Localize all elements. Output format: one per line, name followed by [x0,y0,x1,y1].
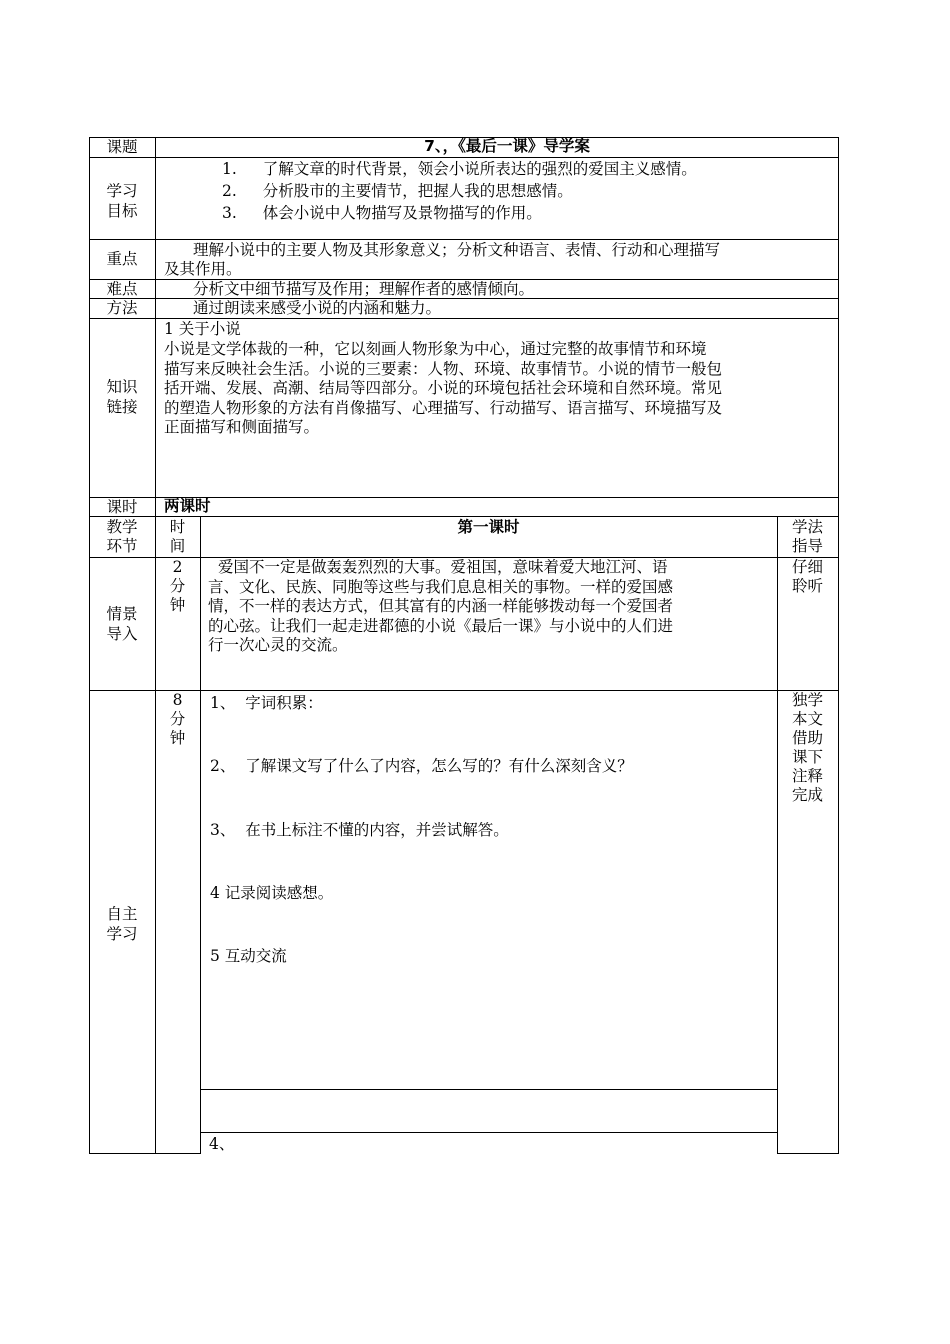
goals-label: 学习 目标 [106,182,138,220]
first-lesson-heading: 第一课时 [457,518,520,536]
goal-item-1: 1. 了解文章的时代背景，领会小说所表达的强烈的爱国主义感情。 [222,160,697,178]
intro-time: 2 分 钟 [169,558,186,614]
knowledge-line: 小说是文学体裁的一种，它以刻画人物形象为中心，通过完整的故事情节和环境 [164,340,707,358]
self-study-item: 4 记录阅读感想。 [210,884,334,902]
knowledge-body [164,340,834,438]
goal-item-2: 2. 分析股市的主要情节，把握人我的思想感情。 [222,182,573,200]
intro-line: 情，不一样的表达方式，但其富有的内涵一样能够拨动每一个爱国者 [208,597,674,615]
knowledge-line: 正面描写和侧面描写。 [164,418,320,436]
self-study-item: 5 互动交流 [210,947,287,965]
key-label: 重点 [106,250,138,268]
guide-header: 学法 指导 [791,518,823,555]
key-points-line-1: 理解小说中的主要人物及其形象意义；分析文种语言、表情、行动和心理描写 [193,241,721,259]
time-header: 时 间 [169,518,186,555]
period-value: 两课时 [164,497,211,515]
goal-item-3: 3. 体会小说中人物描写及景物描写的作用。 [222,204,542,222]
method-label: 方法 [106,299,138,317]
intro-line: 爱国不一定是做轰轰烈烈的大事。爱祖国，意味着爱大地江河、语 [218,558,668,576]
self-study-item: 3、 在书上标注不懂的内容，并尝试解答。 [210,821,509,839]
difficulty-label: 难点 [106,280,138,298]
self-study-time: 8 分 钟 [169,691,186,747]
intro-stage: 情景 导入 [106,605,138,643]
self-study-item: 2、 了解课文写了什么了内容，怎么写的？有什么深刻含义？ [210,757,633,775]
key-points-line-2: 及其作用。 [164,260,242,278]
method-text: 通过朗读来感受小说的内涵和魅力。 [193,299,442,317]
stage-header: 教学 环节 [106,518,138,555]
topic-label: 课题 [106,138,138,156]
intro-text [208,558,774,656]
knowledge-line: 描写来反映社会生活。小说的三要素：人物、环境、故事情节。小说的情节一般包 [164,359,723,378]
difficulty-text: 分析文中细节描写及作用；理解作者的感情倾向。 [193,280,535,298]
self-study-guide: 独学 本文 借助 课下 注释 完成 [791,691,823,804]
period-label: 课时 [106,498,138,516]
knowledge-heading: 1 关于小说 [164,320,241,338]
intro-line: 行一次心灵的交流。 [208,636,348,654]
intro-line: 言、文化、民族、同胞等这些与我们息息相关的事物。一样的爱国感 [208,577,674,596]
page-title: 7、，《最后一课》导学案 [424,137,590,155]
intro-line: 的心弦。让我们一起走进都德的小说《最后一课》与小说中的人们进 [208,616,674,635]
knowledge-label: 知识 链接 [106,378,138,416]
knowledge-line: 括开端、发展、高潮、结局等四部分。小说的环境包括社会环境和自然环境。常见 [164,379,723,397]
intro-guide: 仔细 聆听 [791,558,823,595]
knowledge-line: 的塑造人物形象的方法有肖像描写、心理描写、行动描写、语言描写、环境描写及 [164,398,723,417]
self-study-extra: 4、 [209,1135,235,1153]
self-study-item: 1、 字词积累： [210,694,323,712]
self-study-stage: 自主 学习 [106,905,138,943]
